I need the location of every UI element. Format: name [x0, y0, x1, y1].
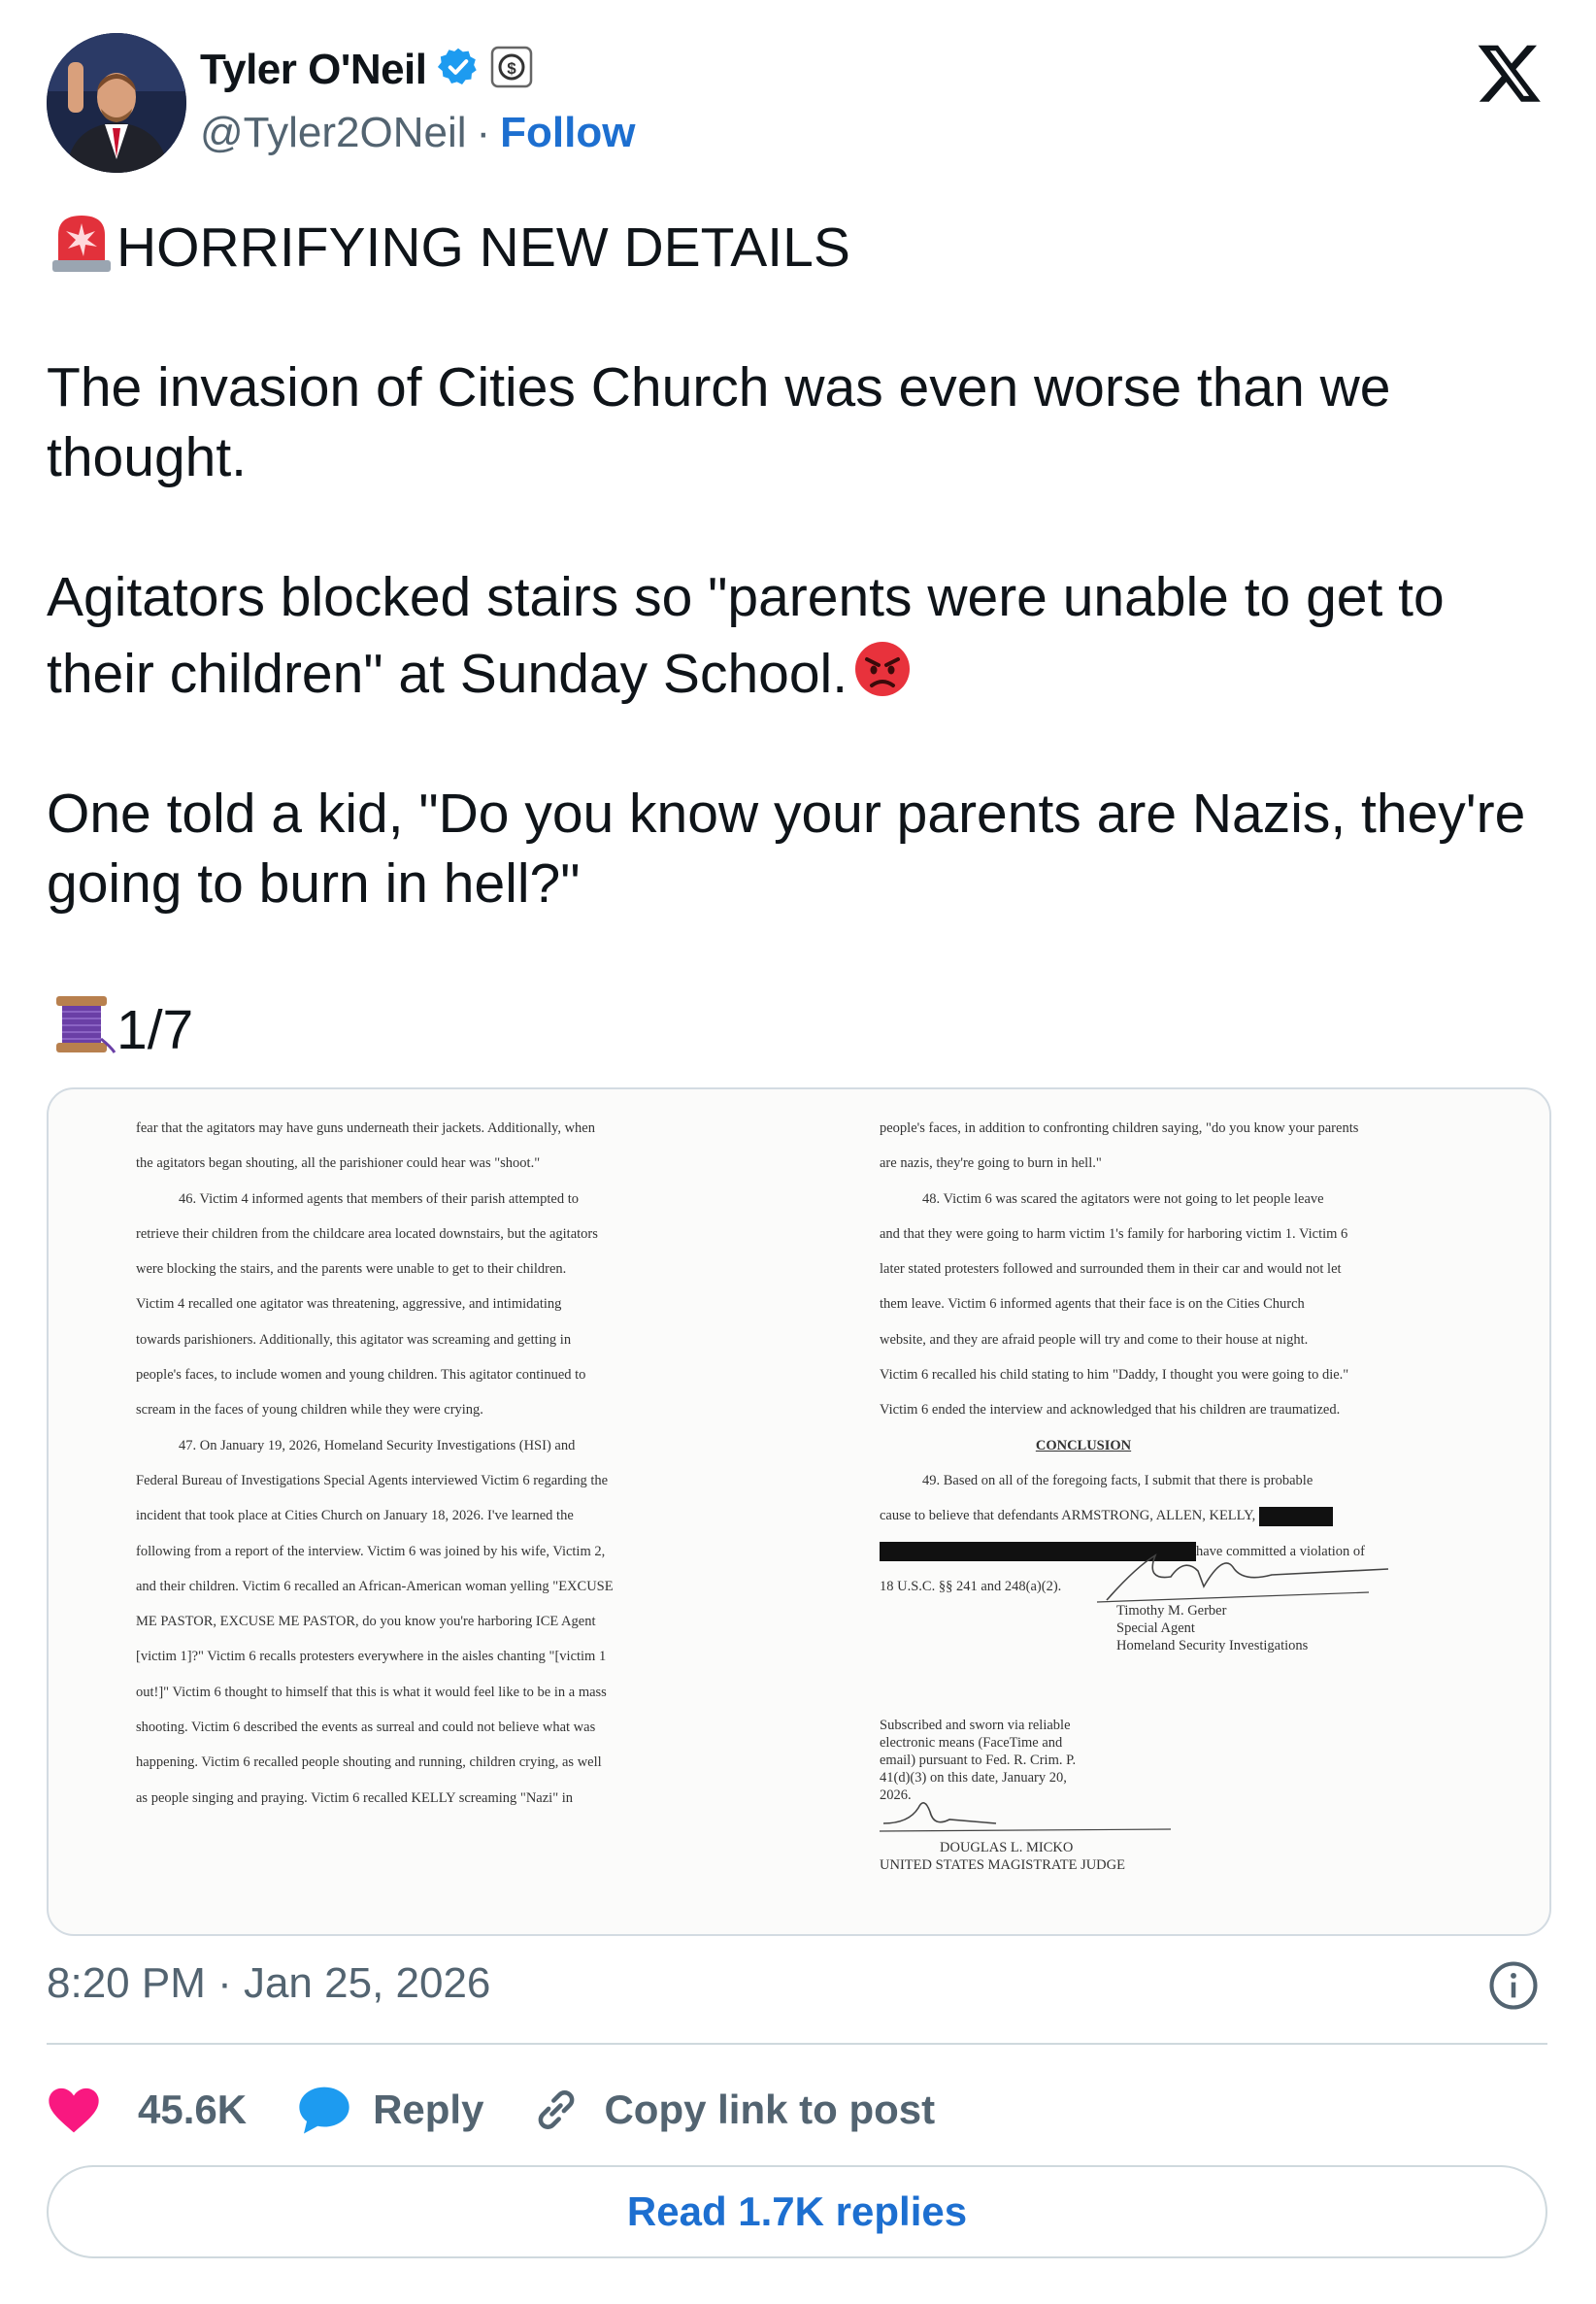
author-handle-row [200, 109, 635, 157]
info-icon[interactable] [1487, 1959, 1540, 2012]
sworn-line: electronic means (FaceTime and [880, 1735, 1063, 1751]
doc-line: as people singing and praying. Victim 6 recalled KELLY screaming "Nazi" in [136, 1789, 574, 1806]
sworn-line: Subscribed and sworn via reliable [880, 1718, 1071, 1733]
like-count: 45.6K [138, 2087, 248, 2132]
doc-line: 46. Victim 4 informed agents that members of their parish attempted to [179, 1190, 580, 1207]
doc-line: the agitators began shouting, all the parishioner could hear was "shoot." [136, 1155, 541, 1172]
document-image[interactable] [47, 1087, 1551, 1936]
doc-line: and their children. Victim 6 recalled an African-American woman yelling "EXCUSE [136, 1578, 614, 1594]
sworn-line: 2026. [880, 1787, 912, 1803]
reply-button[interactable] [297, 2084, 483, 2136]
doc-line: fear that the agitators may have guns underneath their jackets. Additionally, when [136, 1120, 595, 1136]
author-name[interactable]: Tyler O'Neil [200, 45, 427, 93]
doc-line: later stated protesters followed and surrounded them in their car and would not let [880, 1261, 1342, 1278]
doc-line: Victim 6 ended the interview and acknowledged that his children are traumatized. [880, 1402, 1341, 1419]
doc-line: 48. Victim 6 was scared the agitators were not going to let people leave [922, 1190, 1324, 1207]
doc-line: people's faces, to include women and young children. This agitator continued to [136, 1367, 586, 1384]
author-name-row [200, 45, 534, 94]
signer-title: Special Agent [1116, 1620, 1195, 1636]
doc-line: cause to believe that defendants ARMSTRONG, ALLEN, KELLY, [880, 1508, 1256, 1524]
follow-button[interactable]: Follow [500, 109, 636, 156]
affiliate-badge-icon [489, 45, 534, 94]
doc-line: Federal Bureau of Investigations Special Agents interviewed Victim 6 regarding the [136, 1472, 609, 1488]
sworn-line: email) pursuant to Fed. R. Crim. P. [880, 1753, 1077, 1768]
tweet-headline [47, 206, 1561, 283]
copy-link-label: Copy link to post [604, 2087, 936, 2132]
doc-line: them leave. Victim 6 informed agents that their face is on the Cities Church [880, 1296, 1305, 1313]
heart-icon [47, 2085, 101, 2135]
doc-line: website, and they are afraid people will try and come to their house at night. [880, 1331, 1309, 1348]
action-bar [47, 2078, 935, 2142]
doc-line: Victim 6 recalled his child stating to him "Daddy, I thought you were going to die." [880, 1367, 1349, 1384]
angry-face-emoji-icon [848, 632, 917, 702]
doc-line: shooting. Victim 6 described the events as surreal and could not believe what was [136, 1720, 596, 1736]
svg-text:$: $ [506, 59, 516, 78]
doc-line: are nazis, they're going to burn in hell." [880, 1155, 1102, 1172]
read-replies-button[interactable]: Read 1.7K replies [47, 2165, 1547, 2258]
verified-badge-icon [437, 46, 480, 93]
redaction-bar [1259, 1507, 1333, 1526]
tweet-thread-line [47, 988, 1561, 1065]
tweet-paragraph-3: Agitators blocked stairs so "parents were unable to get to their children" at Sunday School. [47, 566, 1445, 705]
x-logo-icon[interactable] [1476, 39, 1544, 107]
doc-line: [victim 1]?" Victim 6 recalls protesters everywhere in the aisles chanting "[victim 1 [136, 1649, 607, 1665]
like-button[interactable] [47, 2085, 247, 2135]
avatar[interactable] [47, 33, 186, 173]
conclusion-heading: CONCLUSION [1035, 1437, 1132, 1453]
doc-line: 18 U.S.C. §§ 241 and 248(a)(2). [880, 1578, 1062, 1594]
doc-line: have committed a violation of [1196, 1543, 1365, 1559]
doc-line: towards parishioners. Additionally, this agitator was screaming and getting in [136, 1331, 572, 1348]
doc-line: and that they were going to harm victim 1's family for harboring victim 1. Victim 6 [880, 1225, 1348, 1242]
handle-separator: · [476, 109, 491, 156]
sworn-line: 41(d)(3) on this date, January 20, [880, 1770, 1067, 1786]
doc-line: Victim 4 recalled one agitator was threatening, aggressive, and intimidating [136, 1296, 562, 1313]
judge-title: UNITED STATES MAGISTRATE JUDGE [880, 1857, 1125, 1873]
reply-label: Reply [373, 2087, 484, 2132]
tweet-paragraph-2: The invasion of Cities Church was even worse than we thought. [47, 356, 1391, 488]
document-right-column [880, 1111, 1501, 1604]
doc-line: following from a report of the interview. Victim 6 was joined by his wife, Victim 2, [136, 1543, 606, 1559]
doc-line: scream in the faces of young children while they were crying. [136, 1402, 483, 1419]
avatar-image [47, 33, 186, 173]
tweet-paragraph-3-wrap [47, 562, 1561, 709]
doc-line: retrieve their children from the childcare area located downstairs, but the agitators [136, 1225, 598, 1242]
doc-line: incident that took place at Cities Church on January 18, 2026. I've learned the [136, 1508, 574, 1524]
doc-line-with-redaction [880, 1498, 1501, 1533]
signer-name: Timothy M. Gerber [1116, 1603, 1227, 1619]
doc-line: out!]" Victim 6 thought to himself that this is what it would feel like to be in a mass [136, 1684, 607, 1700]
tweet-paragraph-4: One told a kid, "Do you know your parents are Nazis, they're going to burn in hell?" [47, 783, 1526, 915]
doc-line: happening. Victim 6 recalled people shouting and running, children crying, as well [136, 1754, 602, 1771]
doc-line: 47. On January 19, 2026, Homeland Security Investigations (HSI) and [179, 1437, 576, 1453]
tweet-line-1: HORRIFYING NEW DETAILS [116, 217, 850, 279]
reply-bubble-icon [297, 2084, 351, 2136]
judge-signature-block [880, 1818, 1125, 1874]
doc-line: ME PASTOR, EXCUSE ME PASTOR, do you know you're harboring ICE Agent [136, 1614, 596, 1630]
divider [47, 2043, 1547, 2045]
doc-line: were blocking the stairs, and the parents were unable to get to their children. [136, 1261, 567, 1278]
author-handle[interactable]: @Tyler2ONeil [200, 109, 467, 156]
link-icon [530, 2084, 582, 2136]
tweet-text [47, 206, 1561, 1065]
judge-signature-scribble [880, 1788, 1171, 1837]
agent-signature-block [1116, 1575, 1308, 1654]
post-timestamp[interactable]: 8:20 PM · Jan 25, 2026 [47, 1959, 491, 2007]
document-left-column [136, 1111, 757, 1816]
siren-emoji-icon [47, 206, 116, 276]
judge-name: DOUGLAS L. MICKO [940, 1840, 1074, 1855]
copy-link-button[interactable] [530, 2084, 935, 2136]
signer-org: Homeland Security Investigations [1116, 1638, 1309, 1653]
thread-count: 1/7 [116, 999, 194, 1061]
doc-line: 49. Based on all of the foregoing facts, I submit that there is probable [922, 1472, 1313, 1488]
agent-signature-scribble [1078, 1548, 1398, 1606]
doc-line: people's faces, in addition to confronting children saying, "do you know your parents [880, 1120, 1359, 1136]
thread-spool-emoji-icon [47, 988, 116, 1058]
